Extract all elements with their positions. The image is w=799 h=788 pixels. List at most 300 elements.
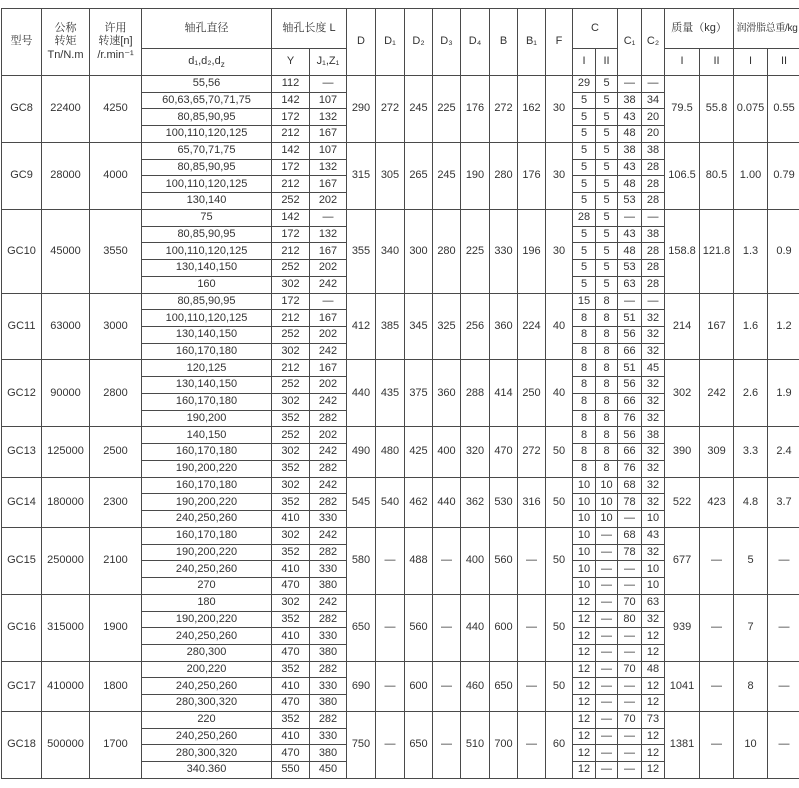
bore-cell: 55,56 (142, 76, 272, 93)
c-ii-cell: — (596, 711, 618, 728)
c-ii-cell: 5 (596, 276, 618, 293)
c2-cell: 28 (642, 193, 665, 210)
bore-sub-label: d₁,d₂,d (188, 55, 220, 67)
length-jz-cell: 202 (310, 427, 347, 444)
dim-D2-cell: 600 (405, 661, 433, 711)
bore-cell: 240,250,260 (142, 678, 272, 695)
dim-D-cell: 580 (347, 527, 376, 594)
dim-F-cell: 50 (546, 661, 573, 711)
length-y-cell: 352 (272, 661, 310, 678)
length-y-cell: 142 (272, 92, 310, 109)
model-cell: GC12 (2, 360, 42, 427)
dim-D-cell: 750 (347, 711, 376, 778)
c-ii-cell: 8 (596, 360, 618, 377)
c2-cell: 10 (642, 561, 665, 578)
bore-cell: 80,85,90,95 (142, 109, 272, 126)
header-speed-line2: 转速[n] (91, 35, 140, 48)
c-ii-cell: 5 (596, 126, 618, 143)
header-dim-B: B (490, 9, 518, 76)
c2-cell: 32 (642, 327, 665, 344)
length-y-cell: 142 (272, 142, 310, 159)
header-dim-D3: D₃ (433, 9, 461, 76)
c-i-cell: 8 (573, 343, 596, 360)
dim-B1-cell: 176 (518, 142, 546, 209)
length-y-cell: 112 (272, 76, 310, 93)
length-jz-cell: 242 (310, 527, 347, 544)
c-i-cell: 10 (573, 544, 596, 561)
c1-cell: 70 (618, 594, 642, 611)
dim-D1-cell: 385 (376, 293, 405, 360)
bore-cell: 160,170,180 (142, 527, 272, 544)
table-row (2, 142, 799, 159)
bore-cell: 190,200 (142, 410, 272, 427)
c-i-cell: 10 (573, 477, 596, 494)
bore-cell: 130,140,150 (142, 377, 272, 394)
c-i-cell: 5 (573, 276, 596, 293)
dim-F-cell: 50 (546, 477, 573, 527)
dim-F-cell: 30 (546, 142, 573, 209)
grease-ii-cell: 0.55 (768, 76, 799, 143)
dim-D2-cell: 650 (405, 711, 433, 778)
c2-cell: 20 (642, 126, 665, 143)
c-ii-cell: 5 (596, 243, 618, 260)
bore-cell: 130,140,150 (142, 327, 272, 344)
dim-D3-cell: 440 (433, 477, 461, 527)
length-y-cell: 410 (272, 561, 310, 578)
c1-cell: — (618, 511, 642, 528)
c1-cell: — (618, 209, 642, 226)
dim-B1-cell: 250 (518, 360, 546, 427)
c-ii-cell: — (596, 695, 618, 712)
length-jz-cell: 167 (310, 126, 347, 143)
c1-cell: 76 (618, 410, 642, 427)
dim-B1-cell: 316 (518, 477, 546, 527)
length-y-cell: 252 (272, 377, 310, 394)
dim-B-cell: 280 (490, 142, 518, 209)
header-torque-line3: Tn/N.m (43, 49, 88, 62)
header-c-col-i: I (573, 49, 596, 76)
c2-cell: 38 (642, 226, 665, 243)
table-row (2, 76, 799, 93)
c2-cell: 38 (642, 142, 665, 159)
dim-D3-cell: — (433, 594, 461, 661)
length-y-cell: 410 (272, 628, 310, 645)
c-i-cell: 10 (573, 511, 596, 528)
model-cell: GC15 (2, 527, 42, 594)
c2-cell: 32 (642, 393, 665, 410)
c-i-cell: 8 (573, 460, 596, 477)
bore-cell: 240,250,260 (142, 628, 272, 645)
c1-cell: 56 (618, 427, 642, 444)
c-i-cell: 8 (573, 393, 596, 410)
c1-cell: 51 (618, 310, 642, 327)
grease-ii-cell: 3.7 (768, 477, 799, 527)
c2-cell: 28 (642, 260, 665, 277)
speed-cell: 2100 (90, 527, 142, 594)
dim-D3-cell: — (433, 527, 461, 594)
c-ii-cell: — (596, 594, 618, 611)
header-grease-col-ii: II (768, 49, 799, 76)
mass-i-cell: 390 (665, 427, 700, 477)
grease-i-cell: 1.6 (734, 293, 768, 360)
dim-D2-cell: 560 (405, 594, 433, 661)
c2-cell: 12 (642, 745, 665, 762)
header-dim-F: F (546, 9, 573, 76)
bore-cell: 240,250,260 (142, 511, 272, 528)
mass-ii-cell: 80.5 (700, 142, 734, 209)
grease-ii-cell: — (768, 711, 799, 778)
dim-D2-cell: 300 (405, 209, 433, 293)
length-y-cell: 172 (272, 159, 310, 176)
grease-i-cell: 1.3 (734, 209, 768, 293)
c-ii-cell: 8 (596, 327, 618, 344)
header-torque-line2: 转矩 (43, 35, 88, 48)
length-y-cell: 352 (272, 460, 310, 477)
c2-cell: 32 (642, 377, 665, 394)
c2-cell: 28 (642, 276, 665, 293)
bore-cell: 280,300,320 (142, 695, 272, 712)
bore-cell: 65,70,71,75 (142, 142, 272, 159)
speed-cell: 1800 (90, 661, 142, 711)
bore-cell: 220 (142, 711, 272, 728)
c2-cell: 32 (642, 460, 665, 477)
c-ii-cell: 5 (596, 142, 618, 159)
model-cell: GC14 (2, 477, 42, 527)
dim-D2-cell: 245 (405, 76, 433, 143)
c2-cell: 32 (642, 611, 665, 628)
speed-cell: 4000 (90, 142, 142, 209)
dim-D-cell: 690 (347, 661, 376, 711)
c-i-cell: 10 (573, 527, 596, 544)
c1-cell: — (618, 561, 642, 578)
header-grease-title: 润滑脂总重/kg (734, 9, 799, 49)
header-dim-D: D (347, 9, 376, 76)
mass-ii-cell: — (700, 527, 734, 594)
dim-B-cell: 272 (490, 76, 518, 143)
length-y-cell: 302 (272, 477, 310, 494)
mass-i-cell: 214 (665, 293, 700, 360)
c1-cell: 56 (618, 327, 642, 344)
grease-i-cell: 7 (734, 594, 768, 661)
header-length-jz: J₁,Z₁ (310, 49, 347, 76)
dim-D1-cell: — (376, 594, 405, 661)
c-ii-cell: 5 (596, 92, 618, 109)
length-jz-cell: 330 (310, 561, 347, 578)
dim-D4-cell: 440 (461, 594, 490, 661)
table-row (2, 427, 799, 444)
bore-cell: 160,170,180 (142, 343, 272, 360)
c-ii-cell: 8 (596, 310, 618, 327)
c-i-cell: 12 (573, 695, 596, 712)
torque-cell: 90000 (42, 360, 90, 427)
model-cell: GC18 (2, 711, 42, 778)
dim-F-cell: 40 (546, 293, 573, 360)
torque-cell: 315000 (42, 594, 90, 661)
grease-i-cell: 5 (734, 527, 768, 594)
length-jz-cell: 132 (310, 226, 347, 243)
c-ii-cell: 10 (596, 494, 618, 511)
c-ii-cell: 8 (596, 444, 618, 461)
c2-cell: 34 (642, 92, 665, 109)
dim-D2-cell: 488 (405, 527, 433, 594)
bore-cell: 160,170,180 (142, 477, 272, 494)
c-i-cell: 12 (573, 728, 596, 745)
bore-cell: 340.360 (142, 762, 272, 779)
dim-D3-cell: 400 (433, 427, 461, 477)
c2-cell: 28 (642, 176, 665, 193)
c1-cell: 53 (618, 193, 642, 210)
grease-i-cell: 1.00 (734, 142, 768, 209)
bore-cell: 190,200,220 (142, 544, 272, 561)
c-i-cell: 10 (573, 578, 596, 595)
c-i-cell: 8 (573, 327, 596, 344)
grease-i-cell: 0.075 (734, 76, 768, 143)
length-y-cell: 212 (272, 360, 310, 377)
dim-D2-cell: 345 (405, 293, 433, 360)
dim-B-cell: 560 (490, 527, 518, 594)
c1-cell: 38 (618, 92, 642, 109)
c2-cell: 28 (642, 159, 665, 176)
header-speed-line3: /r.min⁻¹ (91, 49, 140, 62)
length-jz-cell: 107 (310, 142, 347, 159)
grease-ii-cell: 0.9 (768, 209, 799, 293)
c1-cell: 66 (618, 343, 642, 360)
c1-cell: 38 (618, 142, 642, 159)
c-i-cell: 12 (573, 611, 596, 628)
c-i-cell: 12 (573, 762, 596, 779)
mass-ii-cell: 167 (700, 293, 734, 360)
mass-ii-cell: — (700, 711, 734, 778)
dim-D3-cell: 360 (433, 360, 461, 427)
header-torque-line1: 公称 (43, 22, 88, 35)
c-i-cell: 8 (573, 427, 596, 444)
dim-B-cell: 330 (490, 209, 518, 293)
c1-cell: 43 (618, 226, 642, 243)
c1-cell: 76 (618, 460, 642, 477)
header-mass-col-ii: II (700, 49, 734, 76)
dim-D3-cell: 325 (433, 293, 461, 360)
length-jz-cell: 242 (310, 594, 347, 611)
bore-cell: 100,110,120,125 (142, 310, 272, 327)
length-jz-cell: — (310, 293, 347, 310)
grease-i-cell: 10 (734, 711, 768, 778)
mass-ii-cell: — (700, 661, 734, 711)
c-ii-cell: 8 (596, 410, 618, 427)
length-y-cell: 352 (272, 410, 310, 427)
length-jz-cell: 282 (310, 661, 347, 678)
dim-B-cell: 414 (490, 360, 518, 427)
c-ii-cell: 8 (596, 293, 618, 310)
c-ii-cell: — (596, 728, 618, 745)
c2-cell: 10 (642, 511, 665, 528)
length-jz-cell: 282 (310, 611, 347, 628)
bore-cell: 100,110,120,125 (142, 126, 272, 143)
dim-D4-cell: 176 (461, 76, 490, 143)
dim-D-cell: 650 (347, 594, 376, 661)
grease-ii-cell: 1.9 (768, 360, 799, 427)
dim-B-cell: 360 (490, 293, 518, 360)
dim-D1-cell: 435 (376, 360, 405, 427)
length-y-cell: 212 (272, 176, 310, 193)
header-bore-title: 轴孔直径 (142, 9, 272, 49)
length-y-cell: 212 (272, 243, 310, 260)
c2-cell: 32 (642, 343, 665, 360)
c1-cell: — (618, 76, 642, 93)
length-jz-cell: 242 (310, 477, 347, 494)
grease-i-cell: 2.6 (734, 360, 768, 427)
bore-cell: 120,125 (142, 360, 272, 377)
c-i-cell: 10 (573, 494, 596, 511)
c2-cell: 32 (642, 410, 665, 427)
length-jz-cell: 242 (310, 444, 347, 461)
length-jz-cell: 380 (310, 695, 347, 712)
c-ii-cell: — (596, 745, 618, 762)
c-ii-cell: 5 (596, 209, 618, 226)
dim-D4-cell: 288 (461, 360, 490, 427)
bore-cell: 140,150 (142, 427, 272, 444)
c2-cell: — (642, 209, 665, 226)
bore-cell: 80,85,90,95 (142, 159, 272, 176)
dim-D1-cell: 305 (376, 142, 405, 209)
mass-i-cell: 106.5 (665, 142, 700, 209)
length-y-cell: 302 (272, 393, 310, 410)
c1-cell: 68 (618, 527, 642, 544)
mass-i-cell: 302 (665, 360, 700, 427)
c1-cell: 53 (618, 260, 642, 277)
model-cell: GC13 (2, 427, 42, 477)
c-i-cell: 29 (573, 76, 596, 93)
header-c1: C₁ (618, 9, 642, 76)
model-cell: GC17 (2, 661, 42, 711)
mass-i-cell: 677 (665, 527, 700, 594)
torque-cell: 180000 (42, 477, 90, 527)
length-y-cell: 252 (272, 193, 310, 210)
dim-D4-cell: 400 (461, 527, 490, 594)
c2-cell: 28 (642, 243, 665, 260)
dim-D3-cell: 245 (433, 142, 461, 209)
dim-F-cell: 50 (546, 527, 573, 594)
dim-F-cell: 30 (546, 76, 573, 143)
header-mass-title: 质量（kg） (665, 9, 734, 49)
length-y-cell: 352 (272, 711, 310, 728)
length-jz-cell: 202 (310, 327, 347, 344)
header-length-title: 轴孔长度 L (272, 9, 347, 49)
model-cell: GC10 (2, 209, 42, 293)
c1-cell: — (618, 762, 642, 779)
c1-cell: — (618, 728, 642, 745)
dim-B1-cell: 162 (518, 76, 546, 143)
bore-cell: 130,140,150 (142, 260, 272, 277)
bore-cell: 100,110,120,125 (142, 243, 272, 260)
c-ii-cell: 5 (596, 226, 618, 243)
length-y-cell: 410 (272, 511, 310, 528)
header-speed (90, 9, 142, 76)
header-speed-line1: 许用 (91, 22, 140, 35)
c-i-cell: 8 (573, 360, 596, 377)
c-i-cell: 12 (573, 661, 596, 678)
dim-F-cell: 40 (546, 360, 573, 427)
length-y-cell: 352 (272, 494, 310, 511)
spec-table (1, 8, 799, 779)
dim-D4-cell: 256 (461, 293, 490, 360)
c2-cell: 12 (642, 628, 665, 645)
bore-cell: 60,63,65,70,71,75 (142, 92, 272, 109)
dim-B-cell: 470 (490, 427, 518, 477)
header-length-y: Y (272, 49, 310, 76)
c2-cell: 12 (642, 762, 665, 779)
c2-cell: 32 (642, 444, 665, 461)
length-y-cell: 470 (272, 578, 310, 595)
grease-ii-cell: 2.4 (768, 427, 799, 477)
c1-cell: 48 (618, 126, 642, 143)
torque-cell: 125000 (42, 427, 90, 477)
length-y-cell: 142 (272, 209, 310, 226)
dim-D1-cell: 540 (376, 477, 405, 527)
header-dim-D4: D₄ (461, 9, 490, 76)
table-row (2, 360, 799, 377)
c2-cell: 73 (642, 711, 665, 728)
mass-i-cell: 1381 (665, 711, 700, 778)
table-row (2, 661, 799, 678)
dim-D3-cell: 225 (433, 76, 461, 143)
header-dim-B1: B₁ (518, 9, 546, 76)
c-i-cell: 12 (573, 745, 596, 762)
c-i-cell: 12 (573, 678, 596, 695)
dim-D-cell: 490 (347, 427, 376, 477)
dim-B-cell: 600 (490, 594, 518, 661)
dim-D4-cell: 225 (461, 209, 490, 293)
length-jz-cell: 167 (310, 360, 347, 377)
dim-D1-cell: — (376, 711, 405, 778)
grease-ii-cell: — (768, 527, 799, 594)
c-ii-cell: — (596, 544, 618, 561)
c-i-cell: 8 (573, 444, 596, 461)
bore-cell: 190,200,220 (142, 494, 272, 511)
speed-cell: 1700 (90, 711, 142, 778)
torque-cell: 410000 (42, 661, 90, 711)
bore-cell: 200,220 (142, 661, 272, 678)
mass-ii-cell: 309 (700, 427, 734, 477)
bore-cell: 160 (142, 276, 272, 293)
c-ii-cell: 5 (596, 176, 618, 193)
c-i-cell: 5 (573, 92, 596, 109)
dim-B-cell: 650 (490, 661, 518, 711)
dim-B1-cell: — (518, 527, 546, 594)
speed-cell: 3000 (90, 293, 142, 360)
c2-cell: 45 (642, 360, 665, 377)
torque-cell: 500000 (42, 711, 90, 778)
dim-D-cell: 355 (347, 209, 376, 293)
dim-D3-cell: 280 (433, 209, 461, 293)
table-row (2, 594, 799, 611)
length-jz-cell: 330 (310, 728, 347, 745)
length-jz-cell: 132 (310, 159, 347, 176)
c-i-cell: 5 (573, 159, 596, 176)
torque-cell: 22400 (42, 76, 90, 143)
dim-B1-cell: — (518, 711, 546, 778)
c-i-cell: 8 (573, 377, 596, 394)
dim-D1-cell: 340 (376, 209, 405, 293)
length-y-cell: 302 (272, 594, 310, 611)
length-jz-cell: 330 (310, 678, 347, 695)
length-jz-cell: 242 (310, 343, 347, 360)
length-y-cell: 410 (272, 678, 310, 695)
table-row (2, 293, 799, 310)
bore-cell: 75 (142, 209, 272, 226)
c1-cell: 43 (618, 109, 642, 126)
length-y-cell: 470 (272, 644, 310, 661)
c2-cell: 32 (642, 477, 665, 494)
